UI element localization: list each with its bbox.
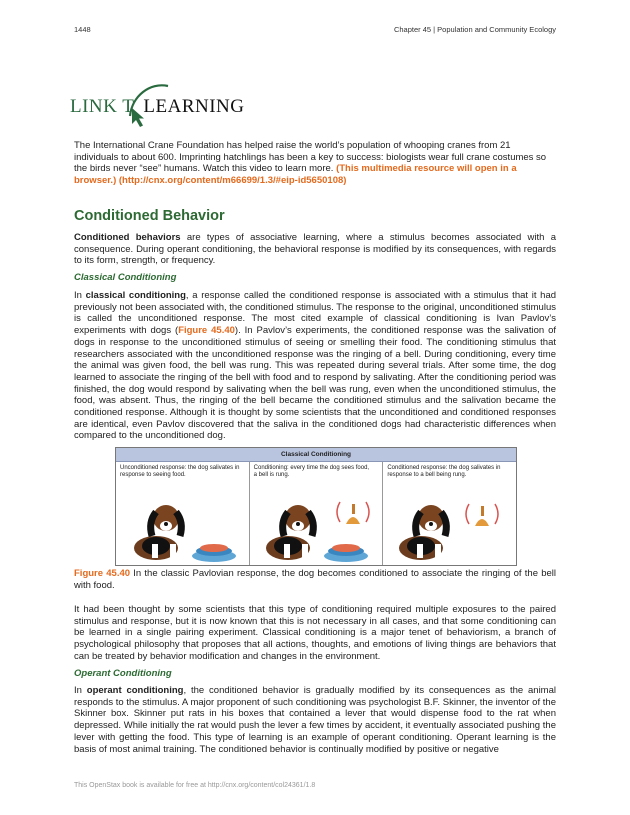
text: In <box>74 685 87 696</box>
term-conditioned-behaviors: Conditioned behaviors <box>74 232 181 243</box>
classical-paragraph-2: It had been thought by some scientists that this type of conditioning required multiple exposures to the paired stimulus and response, but it is now known that this is not necessary in all cases, and that some conditioning can be learned in a single pairing experiment. Classical conditioning is a major tenet of behaviorism, a branch of psychological philosophy that proposes that all actions, thoughts, and emotions of living things are behaviors that can be treated by behavior modification and changes in the environment. <box>74 604 556 662</box>
intro-paragraph <box>74 232 556 267</box>
classical-heading: Classical Conditioning <box>74 272 177 283</box>
operant-paragraph <box>74 685 556 755</box>
dog-with-food-illustration <box>116 484 249 564</box>
term-classical-conditioning: classical conditioning <box>85 290 186 301</box>
figure-title: Classical Conditioning <box>116 448 516 462</box>
multimedia-link[interactable]: (This multimedia resource will open in a browser.) (http://cnx.org/content/m66699/1.3/#eip-id5650108) <box>74 163 517 187</box>
figure-panel-conditioned <box>383 462 516 565</box>
classical-paragraph-1 <box>74 290 556 442</box>
figure-reference-link[interactable]: Figure 45.40 <box>178 325 235 337</box>
logo-word-link: LINK T <box>70 96 135 117</box>
classical-conditioning-figure <box>115 447 517 566</box>
figure-caption-text: In the classic Pavlovian response, the dog becomes conditioned to associate the ringing of the bell with food. <box>74 568 556 591</box>
figure-caption-label: Figure 45.40 <box>74 568 131 579</box>
link-box-text <box>74 140 556 187</box>
link-box-body: The International Crane Foundation has helped raise the world’s population of whooping cranes from 21 individuals to about 600. Imprinting hatchlings has been a key to success: biologists wear full crane costumes so the birds never “see” humans. Watch this video to learn more. <box>74 140 547 175</box>
chapter-title: Chapter 45 | Population and Community Ecology <box>393 25 556 34</box>
figure-panel-conditioning <box>250 462 384 565</box>
text: , a response called the conditioned response is associated with a stimulus that it had previously not been associated with, the conditioned stimulus. The response to the original, unconditioned stimulus is called the unconditioned response. The most cited example of classical conditioning is Ivan Pavlov’s experiments with dogs ( <box>74 290 557 337</box>
link-to-learning-logo <box>70 78 250 128</box>
operant-heading: Operant Conditioning <box>74 668 172 679</box>
dog-with-bell-illustration <box>383 484 516 564</box>
section-title: Conditioned Behavior <box>74 208 225 224</box>
panel-caption: Conditioning: every time the dog sees food, a bell is rung. <box>253 465 370 478</box>
panel-caption: Conditioned response: the dog salivates in response to a bell being rung. <box>387 465 501 478</box>
figure-caption <box>74 568 556 591</box>
term-operant-conditioning: operant conditioning <box>86 685 184 696</box>
figure-panel-unconditioned <box>116 462 250 565</box>
panel-caption: Unconditioned response: the dog salivates in response to seeing food. <box>120 465 240 478</box>
page-number: 1448 <box>74 25 91 34</box>
text: , the conditioned behavior is gradually modified by its consequences as the animal responds to the stimulus. A major proponent of such conditioning was psychologist B.F. Skinner, the inventor of the Skinner box. Skinner put rats in his boxes that contained a lever that would dispense food to the rat when depressed. While initially the rat would push the lever a few times by accident, it eventually associated pushing the lever with getting the food. This type of learning is an example of operant conditioning. Operant learning is the basis of most animal training. The conditioned behavior is continually modified by positive or negative <box>74 685 556 755</box>
text: ). In Pavlov’s experiments, the conditioned response was the salivation of dogs in response to the unconditioned stimulus of seeing or smelling their food. The conditioning stimulus that researchers associated with the unconditioned response was the ringing of a bell. During conditioning, every time the animal was given food, the bell was rung. This was repeated during several trials. After some time, the dog learned to associate the ringing of the bell with food and to respond by salivating. After the conditioning period was finished, the dog would respond by salivating when the bell was rung, even when the unconditioned stimulus, the food, was absent. Thus, the ringing of the bell became the conditioned stimulus and the salivation became the conditioned response. Although it is thought by some scientists that the unconditioned and conditioned responses are identical, even Pavlov discovered that the saliva in the conditioned dogs had characteristic differences when compared to the unconditioned dog. <box>74 325 556 442</box>
logo-word-learning: LEARNING <box>143 96 245 117</box>
text: In <box>74 290 86 301</box>
page-footer: This OpenStax book is available for free at http://cnx.org/content/col24361/1.8 <box>74 782 316 789</box>
intro-text: are types of associative learning, where a stimulus becomes associated with a consequence. During operant conditioning, the behavioral response is modified by its consequences, with regards to its form, strength, or frequency. <box>74 232 556 267</box>
dog-food-bell-illustration <box>250 484 383 564</box>
